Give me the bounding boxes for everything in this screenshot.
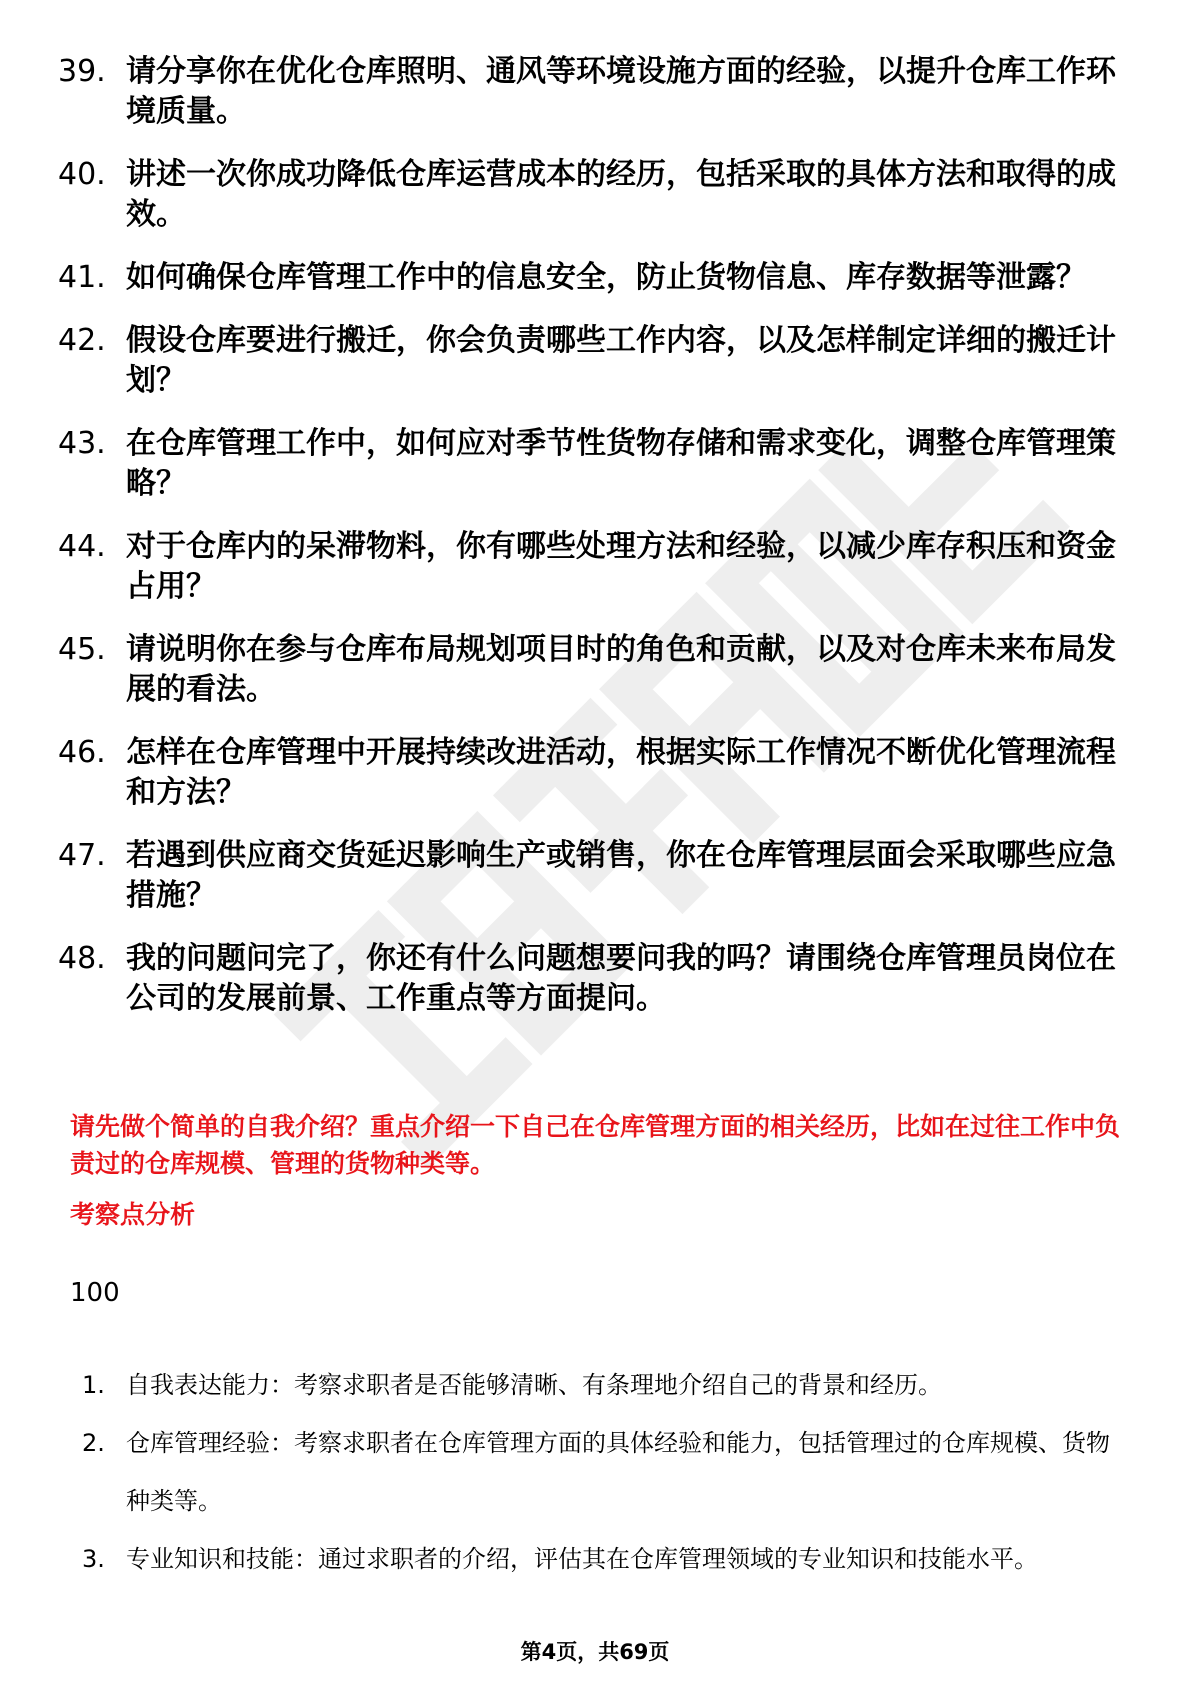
question-item — [58, 258, 1118, 298]
analysis-score: 100 — [70, 1278, 120, 1308]
highlight-question: 请先做个简单的自我介绍？重点介绍一下自己在仓库管理方面的相关经历，比如在过往工作中负责过的仓库规模、管理的货物种类等。 — [70, 1112, 1121, 1178]
question-number: 47. — [58, 838, 106, 873]
question-text: 请分享你在优化仓库照明、通风等环境设施方面的经验，以提升仓库工作环境质量。 — [126, 54, 1116, 129]
question-text: 如何确保仓库管理工作中的信息安全，防止货物信息、库存数据等泄露？ — [126, 260, 1086, 295]
analysis-points-list — [82, 1356, 1122, 1588]
question-item — [58, 527, 1118, 607]
analysis-point — [82, 1414, 1122, 1530]
question-text: 在仓库管理工作中，如何应对季节性货物存储和需求变化，调整仓库管理策略？ — [126, 426, 1116, 501]
question-text: 若遇到供应商交货延迟影响生产或销售，你在仓库管理层面会采取哪些应急措施？ — [126, 838, 1116, 913]
question-item — [58, 155, 1118, 235]
question-number: 44. — [58, 529, 106, 564]
question-text: 讲述一次你成功降低仓库运营成本的经历，包括采取的具体方法和取得的成效。 — [126, 157, 1116, 232]
question-number: 46. — [58, 735, 106, 770]
analysis-heading: 考察点分析 — [70, 1200, 196, 1229]
question-item — [58, 939, 1118, 1019]
question-number: 43. — [58, 426, 106, 461]
question-item — [58, 52, 1118, 132]
question-item — [58, 424, 1118, 504]
question-number: 42. — [58, 323, 106, 358]
question-number: 41. — [58, 260, 106, 295]
analysis-point-number: 1. — [82, 1371, 105, 1399]
question-text: 假设仓库要进行搬迁，你会负责哪些工作内容，以及怎样制定详细的搬迁计划？ — [126, 323, 1116, 398]
question-number: 48. — [58, 941, 106, 976]
analysis-point-number: 3. — [82, 1545, 105, 1573]
question-item — [58, 630, 1118, 710]
question-text: 怎样在仓库管理中开展持续改进活动，根据实际工作情况不断优化管理流程和方法？ — [126, 735, 1116, 810]
analysis-point — [82, 1530, 1122, 1588]
analysis-point-text: 自我表达能力：考察求职者是否能够清晰、有条理地介绍自己的背景和经历。 — [126, 1371, 942, 1399]
question-text: 对于仓库内的呆滞物料，你有哪些处理方法和经验，以减少库存积压和资金占用？ — [126, 529, 1116, 604]
question-number: 39. — [58, 54, 106, 89]
question-number: 40. — [58, 157, 106, 192]
analysis-point-number: 2. — [82, 1429, 105, 1457]
question-item — [58, 733, 1118, 813]
question-text: 我的问题问完了，你还有什么问题想要问我的吗？请围绕仓库管理员岗位在公司的发展前景、工作重点等方面提问。 — [126, 941, 1116, 1016]
question-number: 45. — [58, 632, 106, 667]
page-number-footer: 第4页，共69页 — [520, 1640, 670, 1664]
analysis-point-text: 仓库管理经验：考察求职者在仓库管理方面的具体经验和能力，包括管理过的仓库规模、货物种类等。 — [126, 1429, 1110, 1515]
question-text: 请说明你在参与仓库布局规划项目时的角色和贡献，以及对仓库未来布局发展的看法。 — [126, 632, 1116, 707]
question-list — [58, 52, 1118, 1042]
analysis-point-text: 专业知识和技能：通过求职者的介绍，评估其在仓库管理领域的专业知识和技能水平。 — [126, 1545, 1038, 1573]
question-item — [58, 836, 1118, 916]
analysis-point — [82, 1356, 1122, 1414]
question-item — [58, 321, 1118, 401]
